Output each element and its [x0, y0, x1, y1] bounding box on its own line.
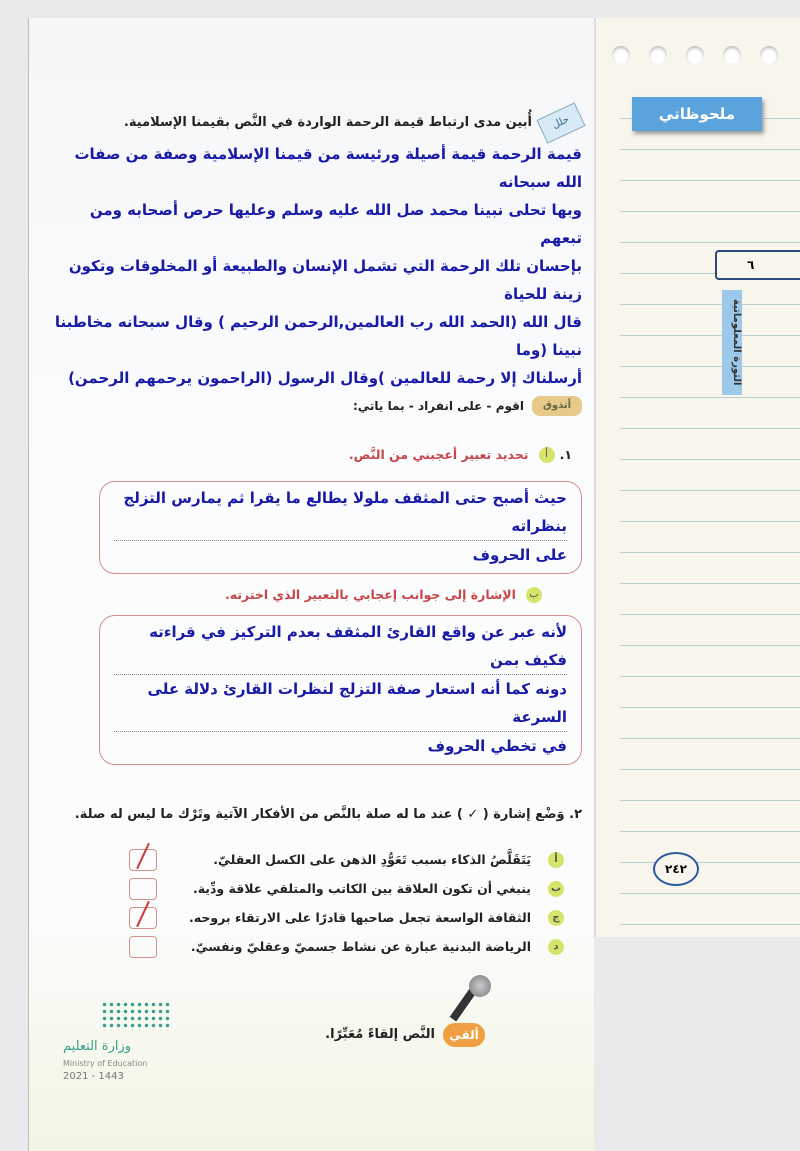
notes-line — [620, 893, 800, 894]
unit-title-label: الثورة المعلوماتية — [722, 290, 742, 395]
recite-text: النَّص إلقاءً مُعَبِّرًا. — [325, 1027, 435, 1042]
q1-number: ١. — [559, 447, 572, 462]
checkbox-b[interactable] — [129, 878, 157, 900]
q1-b-prompt — [49, 584, 582, 603]
q1-a-prompt — [49, 444, 582, 465]
letter-badge: ج — [548, 910, 564, 926]
q1-a-answer-box — [99, 481, 582, 574]
notes-line — [620, 149, 800, 150]
ministry-logo — [101, 1001, 171, 1031]
q2-item — [49, 845, 582, 874]
notes-title-tab: ملحوظاتي — [632, 97, 762, 131]
letter-badge: ب — [526, 587, 542, 603]
notes-line — [620, 552, 800, 553]
page-footer — [49, 1001, 582, 1111]
checkbox-d[interactable] — [129, 936, 157, 958]
microphone-head-icon — [469, 975, 491, 997]
q1-b-text: الإشارة إلى جوانب إعجابي بالتعبير الذي اخترته. — [225, 587, 516, 602]
taste-badge: أتذوق — [532, 396, 582, 416]
answer-line: وبها تحلى نبينا محمد صل الله عليه وسلم وعليها حرص أصحابه ومن تبعهم — [89, 201, 582, 247]
notes-line — [620, 335, 800, 336]
q1-a-text: تحديد تعبير أعجبني من النَّص. — [348, 447, 529, 462]
notes-line — [620, 428, 800, 429]
notes-line — [620, 862, 800, 863]
notes-line — [620, 521, 800, 522]
analyze-header — [49, 110, 582, 136]
letter-badge: أ — [548, 852, 564, 868]
check-mark — [136, 842, 150, 868]
recite-badge: ألقي — [443, 1023, 485, 1047]
binder-hole — [686, 46, 704, 64]
notes-line — [620, 366, 800, 367]
analyze-answer — [49, 140, 582, 392]
unit-number-box: ٦ — [715, 250, 800, 280]
checkbox-c[interactable] — [129, 907, 157, 929]
ministry-year: 2021 - 1443 — [63, 1071, 124, 1082]
ministry-name-ar: وزارة التعليم — [63, 1039, 132, 1054]
notes-line — [620, 676, 800, 677]
letter-badge: أ — [539, 447, 555, 463]
binder-hole — [649, 46, 667, 64]
checkbox-a[interactable] — [129, 849, 157, 871]
q2-item — [49, 903, 582, 932]
answer-line: قيمة الرحمة قيمة أصيلة ورئيسة من قيمنا الإسلامية وصفة من صفات الله سبحانه — [74, 145, 582, 191]
notes-line — [620, 924, 800, 925]
notes-line — [620, 707, 800, 708]
taste-instruction: اقوم - على انفراد - بما ياتي: — [352, 399, 524, 413]
check-mark — [136, 900, 150, 926]
answer-line: لأنه عبر عن واقع القارئ المثقف بعدم التركيز في قراءته فكيف بمن — [114, 618, 567, 675]
answer-line: أرسلناك إلا رحمة للعالمين )وقال الرسول (الراحمون يرحمهم الرحمن) — [68, 369, 582, 387]
binder-hole — [612, 46, 630, 64]
item-text: يَتَقَلَّصُ الذكاء بسبب تَعَوُّدِ الذهن على الكسل العقليّ. — [213, 852, 531, 867]
answer-line: قال الله (الحمد الله رب العالمين,الرحمن الرحيم ) وقال سبحانه مخاطبنا نبينا (وما — [54, 313, 582, 359]
notes-line — [620, 180, 800, 181]
notes-line — [620, 769, 800, 770]
q2-item — [49, 874, 582, 903]
notes-line — [620, 738, 800, 739]
notes-line — [620, 211, 800, 212]
q1-b-answer-box — [99, 615, 582, 765]
textbook-page — [28, 18, 594, 1151]
analyze-badge: حلل — [536, 102, 585, 143]
binder-hole — [760, 46, 778, 64]
q2-items — [49, 845, 582, 961]
notes-line — [620, 397, 800, 398]
q2-prompt: ٢. وَضْع إشارة ( ✓ ) عند ما له صلة بالنَّص من الأفكار الآتية وتَرْك ما ليس له صلة. — [74, 807, 582, 822]
item-text: الثقافة الواسعة تجعل صاحبها قادرًا على الارتقاء بروحه. — [189, 910, 531, 925]
q2-item — [49, 932, 582, 961]
notes-line — [620, 800, 800, 801]
answer-line: بإحسان تلك الرحمة التي تشمل الإنسان والطبيعة أو المخلوقات وتكون زينة للحياة — [68, 257, 582, 303]
answer-line: في تخطي الحروف — [427, 737, 567, 755]
notes-line — [620, 831, 800, 832]
notes-line — [620, 645, 800, 646]
letter-badge: د — [548, 939, 564, 955]
notes-line — [620, 242, 800, 243]
analyze-prompt: أُبين مدى ارتباط قيمة الرحمة الواردة في النَّص بقيمنا الإسلامية. — [123, 115, 532, 130]
notes-line — [620, 304, 800, 305]
notes-line — [620, 583, 800, 584]
item-text: ينبغي أن تكون العلاقة بين الكاتب والمتلقي علاقة ودِّية. — [192, 881, 531, 896]
notes-line — [620, 490, 800, 491]
answer-line: على الحروف — [472, 546, 567, 564]
answer-line: دونه كما أنه استعار صفة التزلج لنظرات القارئ دلالة على السرعة — [114, 675, 567, 732]
notes-line — [620, 459, 800, 460]
taste-header — [49, 396, 582, 416]
letter-badge: ب — [548, 881, 564, 897]
ministry-name-en: Ministry of Education — [63, 1059, 148, 1068]
item-text: الرياضة البدنية عبارة عن نشاط جسميّ وعقليّ ونفسيّ. — [190, 939, 531, 954]
binder-hole — [723, 46, 741, 64]
answer-line: حيث أصبح حتى المثقف ملولا يطالع ما يقرا ثم يمارس التزلج بنظراته — [114, 484, 567, 541]
notes-line — [620, 614, 800, 615]
page-number: ٢٤٢ — [653, 852, 699, 886]
